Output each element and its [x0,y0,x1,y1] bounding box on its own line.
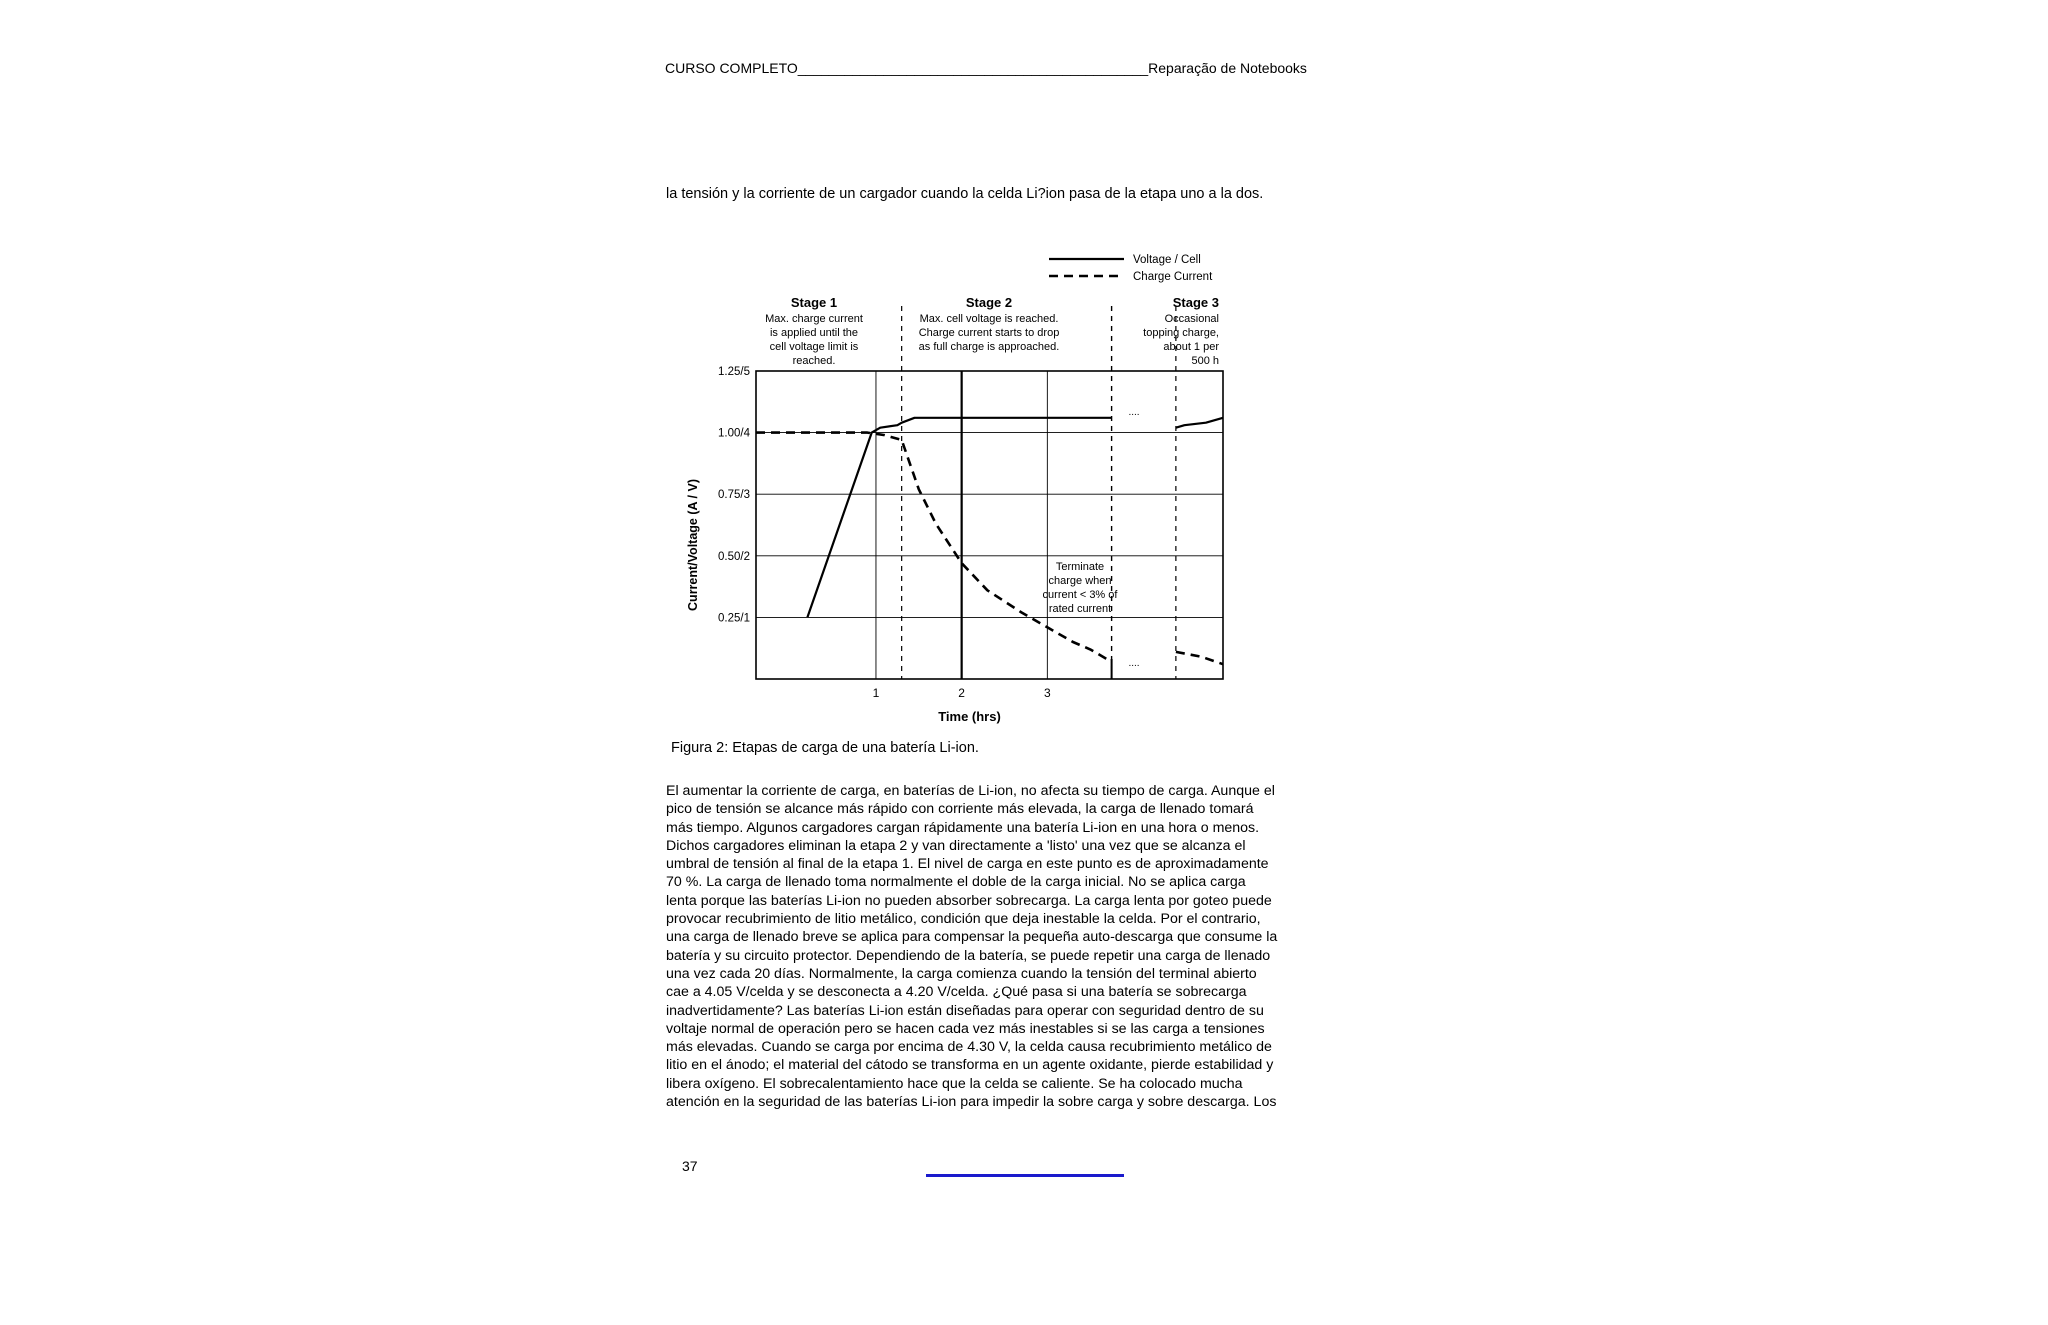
body-line: inadvertidamente? Las baterías Li-ion están diseñadas para operar con seguridad dentro de su [666,1002,1264,1019]
body-paragraph [666,782,1366,1111]
stage-description-line: Max. charge current [765,313,863,325]
header-book-title: Reparação de Notebooks [1148,60,1307,76]
header-rule: _____________________________________________ [797,60,1149,76]
stage-description-line: Charge current starts to drop [918,327,1060,339]
terminate-annotation-line: rated current [1048,603,1112,615]
body-line: litio en el ánodo; el material del cátodo se transforma en un agente oxidante, pierde estabilidad y [666,1057,1274,1074]
x-axis-title: Time (hrs) [938,709,1001,724]
terminate-annotation-line: charge when [1048,575,1112,587]
legend-label-voltage: Voltage / Cell [1133,254,1201,266]
body-line: lenta porque las baterías Li-ion no pueden absorber sobrecarga. La carga lenta por goteo puede [666,892,1272,909]
page-number: 37 [682,1158,698,1174]
stage-description-line: Max. cell voltage is reached. [919,313,1059,325]
body-line: libera oxígeno. El sobrecalentamiento hace que la celda se caliente. Se ha colocado mucha [666,1075,1243,1092]
body-line: pico de tensión se alcance más rápido con corriente más elevada, la carga de llenado tomará [666,801,1254,818]
x-tick-label: 2 [958,686,965,700]
figure-caption: Figura 2: Etapas de carga de una batería Li-ion. [671,740,979,756]
y-tick-label: 1.25/5 [718,366,750,378]
legend-label-current: Charge Current [1133,271,1213,283]
stage-title: Stage 3 [1172,295,1219,310]
body-line: Dichos cargadores eliminan la etapa 2 y van directamente a 'listo' una vez que se alcanza el [666,837,1246,854]
page-header [665,60,1330,76]
stage-title: Stage 2 [965,295,1013,310]
footer-rule [926,1174,1124,1177]
x-tick-label: 1 [872,686,880,700]
body-line: El aumentar la corriente de carga, en baterías de Li-ion, no afecta su tiempo de carga. Aunque el [666,783,1275,799]
stage-description-line: reached. [792,355,836,367]
stage-description-line: 500 h [1191,355,1219,367]
y-axis-title: Current/Voltage (A / V) [686,479,700,611]
stage-description-line: cell voltage limit is [769,341,859,353]
stage-description-line: is applied until the [769,327,859,339]
y-tick-label: 0.50/2 [718,550,750,563]
voltage-ellipsis: .... [1128,407,1140,418]
y-tick-label: 0.25/1 [718,612,750,625]
body-line: atención en la seguridad de las baterías Li-ion para impedir la sobre carga y sobre descarga. Los [666,1094,1277,1111]
body-line: 70 %. La carga de llenado toma normalmente el doble de la carga inicial. No se aplica carga [666,874,1246,891]
body-line: más tiempo. Algunos cargadores cargan rápidamente una batería Li-ion en una hora o menos. [666,819,1260,836]
y-tick-label: 0.75/3 [718,489,750,502]
body-line: umbral de tensión al final de la etapa 1. El nivel de carga en este punto es de aproximadamente [666,856,1269,873]
body-line: una vez cada 20 días. Normalmente, la carga comienza cuando la tensión del terminal abierto [666,965,1257,982]
body-line: voltaje normal de operación pero se hacen cada vez más inestables si se las carga a tensiones [666,1020,1265,1037]
stage-description-line: about 1 per [1163,341,1219,353]
terminate-annotation-line: Terminate [1055,561,1105,573]
body-line: cae a 4.05 V/celda y se desconecta a 4.20 V/celda. ¿Qué pasa si una batería se sobrecarga [666,984,1247,1001]
stage-description-line: as full charge is approached. [918,341,1060,353]
body-line: una carga de llenado breve se aplica para compensar la pequeña auto-descarga que consume la [666,929,1278,946]
intro-paragraph: la tensión y la corriente de un cargador cuando la celda Li?ion pasa de la etapa uno a la dos. [666,186,1264,202]
figure-charging-stages [664,234,1224,734]
stage-description-line: topping charge, [1143,327,1219,339]
stage-description-line: Occasional [1164,313,1219,325]
body-line: batería y su circuito protector. Dependiendo de la batería, se puede repetir una carga de llenado [666,947,1271,964]
terminate-annotation-line: current < 3% of [1042,589,1118,601]
x-tick-label: 3 [1043,686,1051,700]
y-tick-label: 1.00/4 [718,427,750,440]
header-course-title: CURSO COMPLETO [665,60,798,76]
body-line: más elevadas. Cuando se carga por encima de 4.30 V, la celda causa recubrimiento metálico de [666,1039,1272,1056]
stage-title: Stage 1 [790,295,838,310]
body-line: provocar recubrimiento de litio metálico, condición que deja inestable la celda. Por el contrario, [666,911,1261,928]
current-ellipsis: .... [1128,658,1140,669]
charging-stages-chart [664,234,1224,734]
